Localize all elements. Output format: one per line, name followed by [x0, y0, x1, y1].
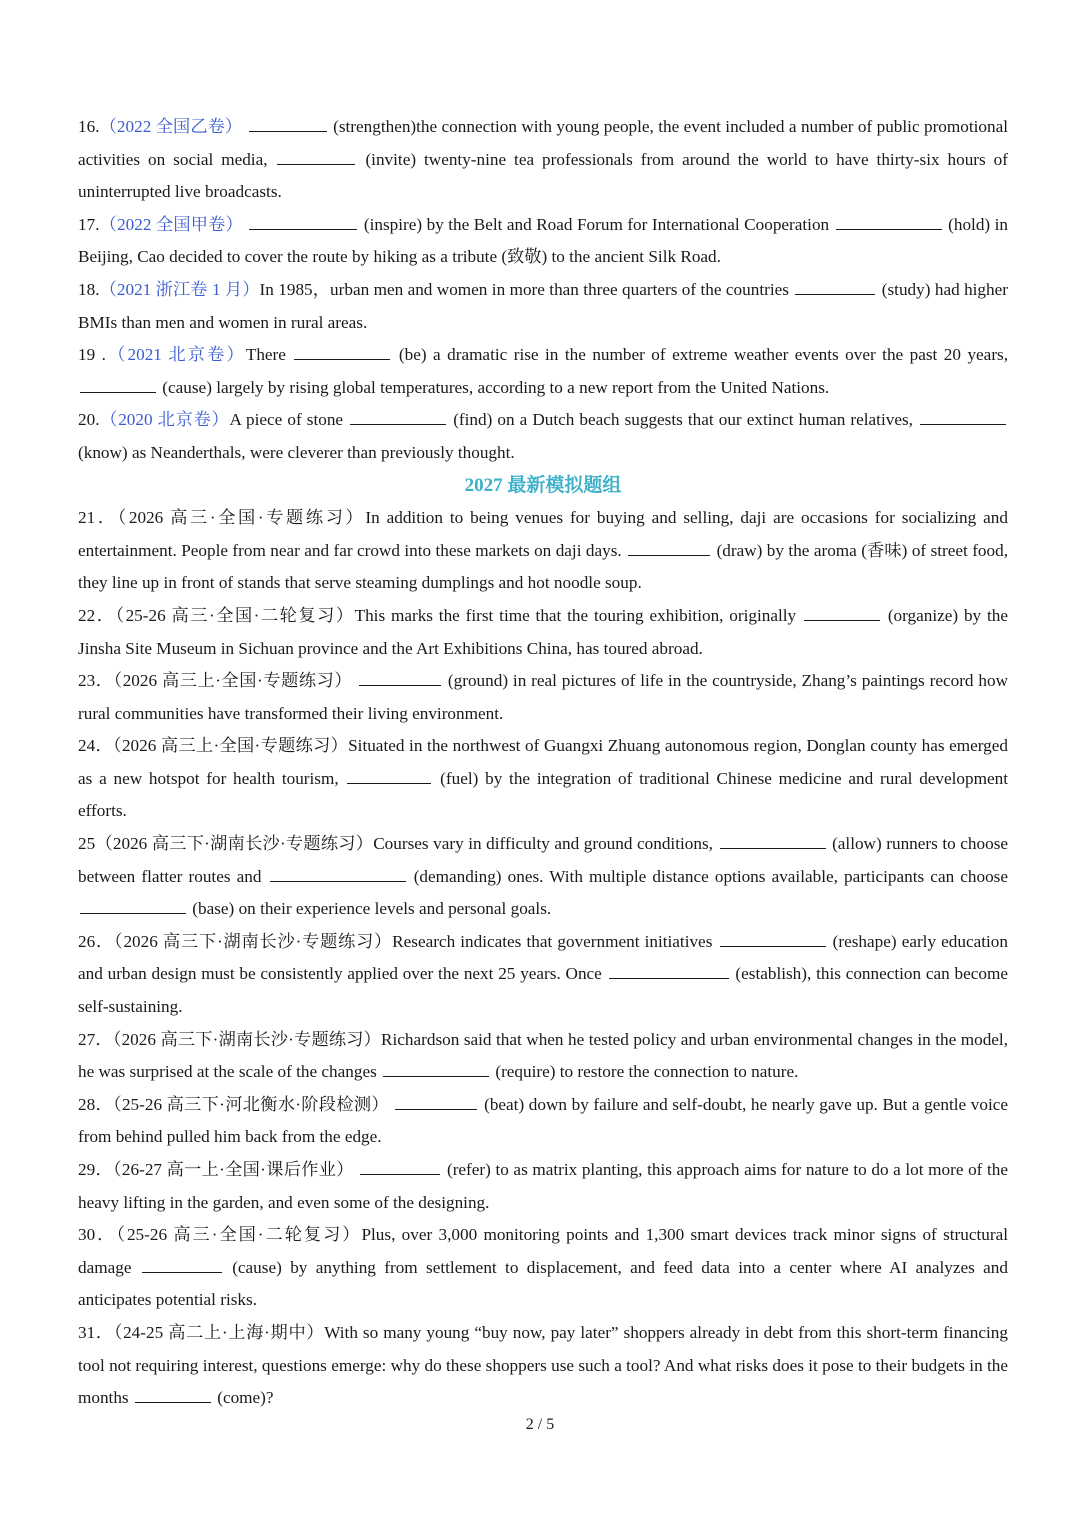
question-source: （2021 北京卷）: [105, 345, 246, 365]
answer-blank[interactable]: [135, 1388, 211, 1403]
question-number: 20.: [78, 410, 100, 430]
question-text: In 1985，urban men and women in more than three quarters of the countries: [259, 279, 789, 299]
question-item: [78, 1154, 1008, 1219]
question-number: 22．: [78, 605, 116, 625]
question-source: （2020 北京卷）: [99, 410, 230, 430]
question-text: (hold) in Beijing, Cao decided to cover the route by hiking as a tribute (致敬) to the ancient Silk Road.: [78, 214, 1009, 267]
question-text: (allow) runners to choose between flatter routes and: [78, 834, 1009, 886]
question-text: (demanding) ones. With multiple distance options available, participants can choose: [413, 866, 1008, 886]
question-number: 31．: [78, 1322, 114, 1342]
question-item: [78, 730, 1008, 828]
question-text: (invite) twenty-nine tea professionals from around the world to have thirty-six hours of uninterrupted live broadcasts.: [78, 149, 1008, 202]
question-item: [78, 1024, 1008, 1089]
answer-blank[interactable]: [795, 280, 875, 295]
question-item: [78, 404, 1008, 469]
question-text: (base) on their experience levels and personal goals.: [192, 899, 552, 919]
question-text: (require) to restore the connection to nature.: [495, 1062, 799, 1082]
question-text: With so many young “buy now, pay later” shoppers already in debt from this short-term financing tool not requiring interest, questions emerge: why do these shoppers use such a tool? And what risks does it pose to their budgets in the months: [78, 1322, 1008, 1408]
answer-blank[interactable]: [609, 964, 729, 979]
question-number: 23．: [78, 671, 114, 691]
answer-blank[interactable]: [294, 345, 390, 360]
answer-blank[interactable]: [270, 867, 406, 882]
question-text: (come)?: [217, 1388, 274, 1408]
question-source: （2021 浙江卷 1 月）: [99, 279, 260, 299]
question-item: [78, 1219, 1008, 1317]
question-text: This marks the first time that the touring exhibition, originally: [354, 605, 797, 625]
question-text: There: [245, 345, 286, 365]
question-source: （25-26 高三·全国·二轮复习）: [116, 1225, 362, 1245]
question-number: 25: [78, 834, 96, 854]
answer-blank[interactable]: [720, 834, 826, 849]
question-item: [78, 339, 1008, 404]
question-source: （24-25 高二上·上海·期中）: [113, 1322, 325, 1342]
question-source: （2026 高三下·湖南长沙·专题练习）: [112, 1029, 382, 1049]
answer-blank[interactable]: [142, 1258, 222, 1273]
question-text: (strengthen)the connection with young people, the event included a number of public promotional activities on social media,: [78, 117, 1009, 169]
question-text: (be) a dramatic rise in the number of extreme weather events over the past 20 years,: [398, 345, 1009, 365]
question-number: 18.: [78, 279, 100, 299]
question-item: [78, 209, 1008, 274]
question-item: [78, 600, 1008, 665]
answer-blank[interactable]: [720, 932, 826, 947]
question-text: (know) as Neanderthals, were cleverer than previously thought.: [78, 442, 515, 462]
question-source: （26-27 高一上·全国·课后作业）: [113, 1160, 354, 1179]
answer-blank[interactable]: [836, 215, 942, 230]
answer-blank[interactable]: [383, 1062, 489, 1077]
question-text: In addition to being venues for buying and selling, daji are occasions for socializing and entertainment. People from near and far crowd into these markets on daji days.: [78, 508, 1008, 560]
answer-blank[interactable]: [395, 1095, 477, 1110]
question-text: (reshape) early education and urban design must be consistently applied over the next 25 years. Once: [78, 931, 1008, 984]
question-item: [78, 665, 1008, 730]
question-number: 30．: [78, 1225, 117, 1245]
question-text: (draw) by the aroma (香味) of street food, they line up in front of stands that serve steaming dumplings and hot noodle soup.: [78, 540, 1009, 593]
question-text: (refer) to as matrix planting, this approach aims for nature to do a lot more of the heavy lifting in the garden, and even some of the designing.: [78, 1160, 1009, 1212]
answer-blank[interactable]: [249, 215, 357, 230]
question-text: Situated in the northwest of Guangxi Zhuang autonomous region, Donglan county has emerged as a new hotspot for health tourism,: [78, 736, 1008, 788]
question-item: [78, 274, 1008, 339]
question-item: [78, 1089, 1008, 1154]
answer-blank[interactable]: [347, 769, 431, 784]
answer-blank[interactable]: [249, 117, 327, 132]
question-text: (organize) by the Jinsha Site Museum in Sichuan province and the Art Exhibitions China, has toured abroad.: [78, 605, 1008, 658]
question-number: 16.: [78, 117, 100, 136]
question-source: （2026 高三·全国·专题练习）: [117, 508, 366, 528]
question-text: (ground) in real pictures of life in the countryside, Zhang’s paintings record how rural communities have transformed their living environment.: [78, 671, 1008, 723]
question-item: [78, 111, 1008, 209]
question-source: （2026 高三下·湖南长沙·专题练习）: [95, 834, 374, 854]
answer-blank[interactable]: [920, 410, 1006, 425]
answer-blank[interactable]: [360, 1160, 440, 1175]
question-text: (fuel) by the integration of traditional Chinese medicine and rural development efforts.: [78, 768, 1008, 821]
answer-blank[interactable]: [277, 150, 355, 165]
question-text: (cause) largely by rising global temperatures, according to a new report from the United Nations.: [162, 377, 830, 397]
question-number: 28．: [78, 1094, 114, 1114]
question-text: (cause) by anything from settlement to displacement, and feed data into a center where AI analyzes and anticipates potential risks.: [78, 1257, 1008, 1310]
question-source: （25-26 高三·全国·二轮复习）: [115, 605, 355, 625]
page-number: 2 / 5: [525, 1416, 555, 1433]
answer-blank[interactable]: [804, 606, 880, 621]
question-source: （25-26 高三下·河北衡水·阶段检测）: [113, 1094, 389, 1114]
question-number: 21．: [78, 508, 118, 528]
question-item: [78, 926, 1008, 1024]
question-text: (study) had higher BMIs than men and women in rural areas.: [78, 279, 1008, 332]
question-text: (establish), this connection can become self-sustaining.: [78, 964, 1008, 1017]
section-title: 2027 最新模拟题组: [464, 474, 622, 496]
question-text: Courses vary in difficulty and ground conditions,: [373, 834, 713, 854]
question-text: Research indicates that government initiatives: [392, 931, 713, 951]
answer-blank[interactable]: [350, 410, 446, 425]
question-text: Plus, over 3,000 monitoring points and 1,300 smart devices track minor signs of structural damage: [78, 1225, 1008, 1277]
question-source: （2022 全国乙卷）: [99, 117, 243, 136]
question-text: (beat) down by failure and self-doubt, he nearly gave up. But a gentle voice from behind pulled him back from the edge.: [78, 1094, 1008, 1147]
question-number: 19 .: [78, 345, 106, 365]
answer-blank[interactable]: [80, 378, 156, 393]
answer-blank[interactable]: [628, 541, 710, 556]
question-text: (inspire) by the Belt and Road Forum for International Cooperation: [363, 214, 830, 234]
question-item: [78, 828, 1008, 926]
question-number: 17.: [78, 214, 100, 234]
question-text: A piece of stone: [229, 410, 344, 430]
question-source: （2026 高三下·湖南长沙·专题练习）: [114, 931, 393, 951]
question-text: (find) on a Dutch beach suggests that our extinct human relatives,: [453, 410, 913, 430]
question-source: （2026 高三上·全国·专题练习）: [113, 736, 349, 756]
question-source: （2026 高三上·全国·专题练习）: [113, 671, 353, 691]
answer-blank[interactable]: [359, 671, 441, 686]
question-list: [78, 111, 1008, 1415]
question-item: [78, 1317, 1008, 1415]
question-number: 26．: [78, 931, 115, 951]
question-number: 24．: [78, 736, 114, 756]
answer-blank[interactable]: [80, 899, 186, 914]
question-number: 27．: [78, 1029, 113, 1049]
question-number: 29．: [78, 1160, 114, 1179]
question-item: [78, 502, 1008, 600]
question-text: Richardson said that when he tested policy and urban environmental changes in the model, he was surprised at the scale of the changes: [78, 1029, 1008, 1082]
question-source: （2022 全国甲卷）: [99, 214, 243, 234]
